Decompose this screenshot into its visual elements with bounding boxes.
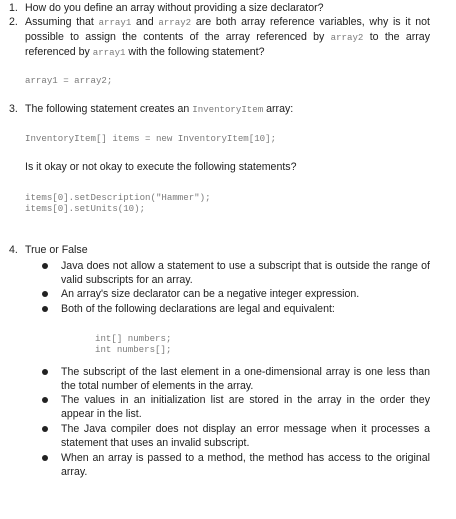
bullet-icon <box>42 263 48 269</box>
question-text: How do you define an array without providing a size declarator? <box>25 2 324 14</box>
inline-code: InventoryItem <box>192 104 264 115</box>
question-number: 3. <box>9 103 18 115</box>
question-title: True or False <box>25 244 88 256</box>
bullet-icon <box>42 306 48 312</box>
question-number: 1. <box>9 2 18 14</box>
code-block: array1 = array2; <box>25 75 113 86</box>
code-line: int[] numbers; <box>95 333 172 344</box>
question-text: Assuming that array1 and array2 are both array reference variables, why is it not possible to assign the contents of the array referenced by array2 to the array referenced by array1 with the following statement? <box>25 16 430 59</box>
bullet-icon <box>42 369 48 375</box>
question-text: The following statement creates an InventoryItem array: <box>25 103 294 115</box>
inline-code: array2 <box>158 17 192 28</box>
bullet-icon <box>42 397 48 403</box>
question-number: 4. <box>9 244 18 256</box>
inline-code: array2 <box>330 32 364 44</box>
document-page: 1. How do you define an array without providing a size declarator? 2. Assuming that array1 and array2 are both array reference variables, why is it not possible to assign the contents of the array referenced by array2 to the array referenced by array1 with the following statement? array1 = array2; 3. The following statement creates an InventoryItem array: InventoryItem[] items = new InventoryItem[10]; Is it okay or not okay to execute the following statements? items[0].setDescription("Hammer"); items[0].setUnits(10); 4. True or False Java does not allow a statement to use a subscript that is outside the range of valid subscripts for an array. An array's size declarator can be a negative integer expression. Both of the following declarations are legal and equivalent: int[] numbers; int numbers[]; The subscript of the last element in a one-dimensional array is one less than the total number of elements in the array. The values in an initialization list are stored in the array in the order they appear in the list. The Java compiler does not display an error message when it processes a statement that uses an invalid subscript. When an array is passed to a method, the method has access to the original array. <box>9 2 430 479</box>
code-line: items[0].setUnits(10); <box>25 203 146 214</box>
bullet-icon <box>42 291 48 297</box>
question-text: Is it okay or not okay to execute the following statements? <box>25 161 297 173</box>
question-number: 2. <box>9 16 18 28</box>
bullet-icon <box>42 426 48 432</box>
code-line: items[0].setDescription("Hammer"); <box>25 192 211 203</box>
code-block: InventoryItem[] items = new InventoryItem[10]; <box>25 133 277 144</box>
code-line: int numbers[]; <box>95 344 172 355</box>
inline-code: array1 <box>98 17 132 28</box>
bullet-icon <box>42 455 48 461</box>
inline-code: array1 <box>92 47 126 59</box>
